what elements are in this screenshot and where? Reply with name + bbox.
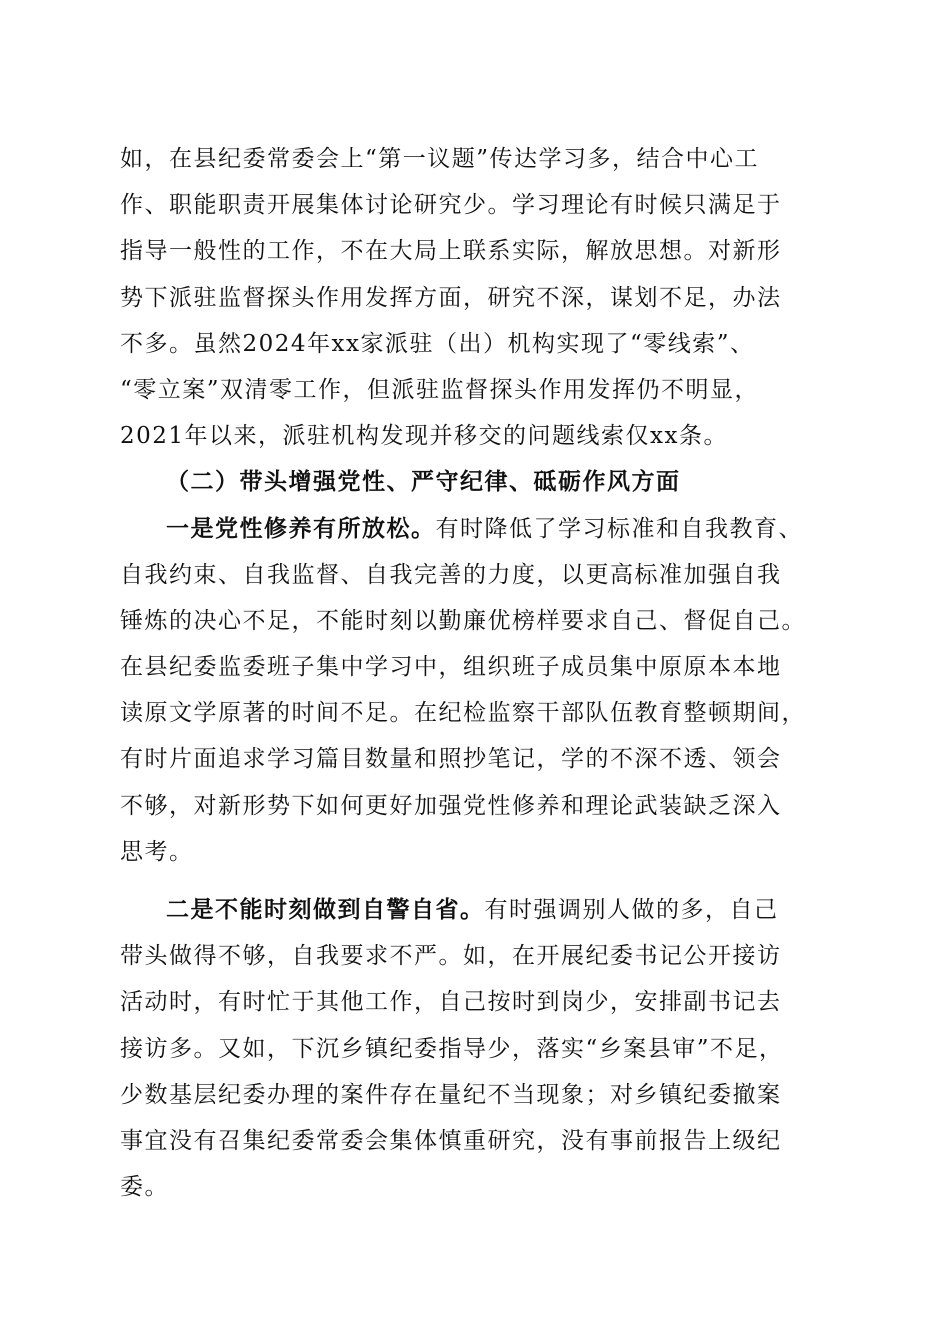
paragraph-3-line: 接访多。又如，下沉乡镇纪委指导少，落实“乡案县审”不足， xyxy=(120,1035,784,1062)
paragraph-2-first-line xyxy=(120,506,832,552)
paragraph-1-line: 势下派驻监督探头作用发挥方面，研究不深，谋划不足，办法 xyxy=(120,284,782,311)
paragraph-1-line: 如，在县纪委常委会上“第一议题”传达学习多，结合中心工 xyxy=(120,146,760,172)
paragraph-2-line: 锤炼的决心不足，不能时刻以勤廉优榜样要求自己、督促自己。 xyxy=(120,607,806,634)
paragraph-2-line: 思考。 xyxy=(120,838,194,865)
paragraph-2-line: 读原文学原著的时间不足。在纪检监察干部队伍教育整顿期间， xyxy=(120,700,806,727)
paragraph-3-line: 事宜没有召集纪委常委会集体慎重研究，没有事前报告上级纪 xyxy=(120,1127,782,1154)
paragraph-1 xyxy=(120,136,832,459)
paragraph-3-line: 委。 xyxy=(120,1174,169,1201)
paragraph-3-lead: 二是不能时刻做到自警自省。 xyxy=(166,896,485,923)
paragraph-2-line: 不够，对新形势下如何更好加强党性修养和理论武装缺乏深入 xyxy=(120,792,782,819)
paragraph-2 xyxy=(120,506,832,876)
paragraph-3-line: 活动时，有时忙于其他工作，自己按时到岗少，安排副书记去 xyxy=(120,989,782,1016)
paragraph-3-line: 少数基层纪委办理的案件存在量纪不当现象；对乡镇纪委撤案 xyxy=(120,1081,782,1108)
paragraph-2-line: 有时片面追求学习篇目数量和照抄笔记，学的不深不透、领会 xyxy=(120,746,782,773)
paragraph-3 xyxy=(120,887,832,1210)
paragraph-2-first-rest: 有时降低了学习标准和自我教育、 xyxy=(435,515,803,542)
document-page xyxy=(120,136,832,1210)
paragraph-2-lead: 一是党性修养有所放松。 xyxy=(166,514,436,542)
paragraph-3-first-line xyxy=(120,887,832,933)
section-heading: （二）带头增强党性、严守纪律、砥砺作风方面 xyxy=(166,468,681,496)
paragraph-1-line: 指导一般性的工作，不在大局上联系实际，解放思想。对新形 xyxy=(120,238,782,265)
paragraph-1-line: 不多。虽然2024年xx家派驻（出）机构实现了“零线索”、 xyxy=(120,330,755,357)
paragraph-1-line: 2021年以来，派驻机构发现并移交的问题线索仅xx条。 xyxy=(120,423,728,450)
paragraph-gap xyxy=(120,875,832,887)
paragraph-3-line: 带头做得不够，自我要求不严。如，在开展纪委书记公开接访 xyxy=(120,943,782,970)
paragraph-1-line: “零立案”双清零工作，但派驻监督探头作用发挥仍不明显， xyxy=(120,376,760,403)
paragraph-2-line: 在县纪委监委班子集中学习中，组织班子成员集中原原本本地 xyxy=(120,654,782,681)
paragraph-3-first-rest: 有时强调别人做的多，自己 xyxy=(484,897,779,923)
paragraph-2-line: 自我约束、自我监督、自我完善的力度，以更高标准加强自我 xyxy=(120,561,782,588)
paragraph-1-line: 作、职能职责开展集体讨论研究少。学习理论有时候只满足于 xyxy=(120,192,782,219)
